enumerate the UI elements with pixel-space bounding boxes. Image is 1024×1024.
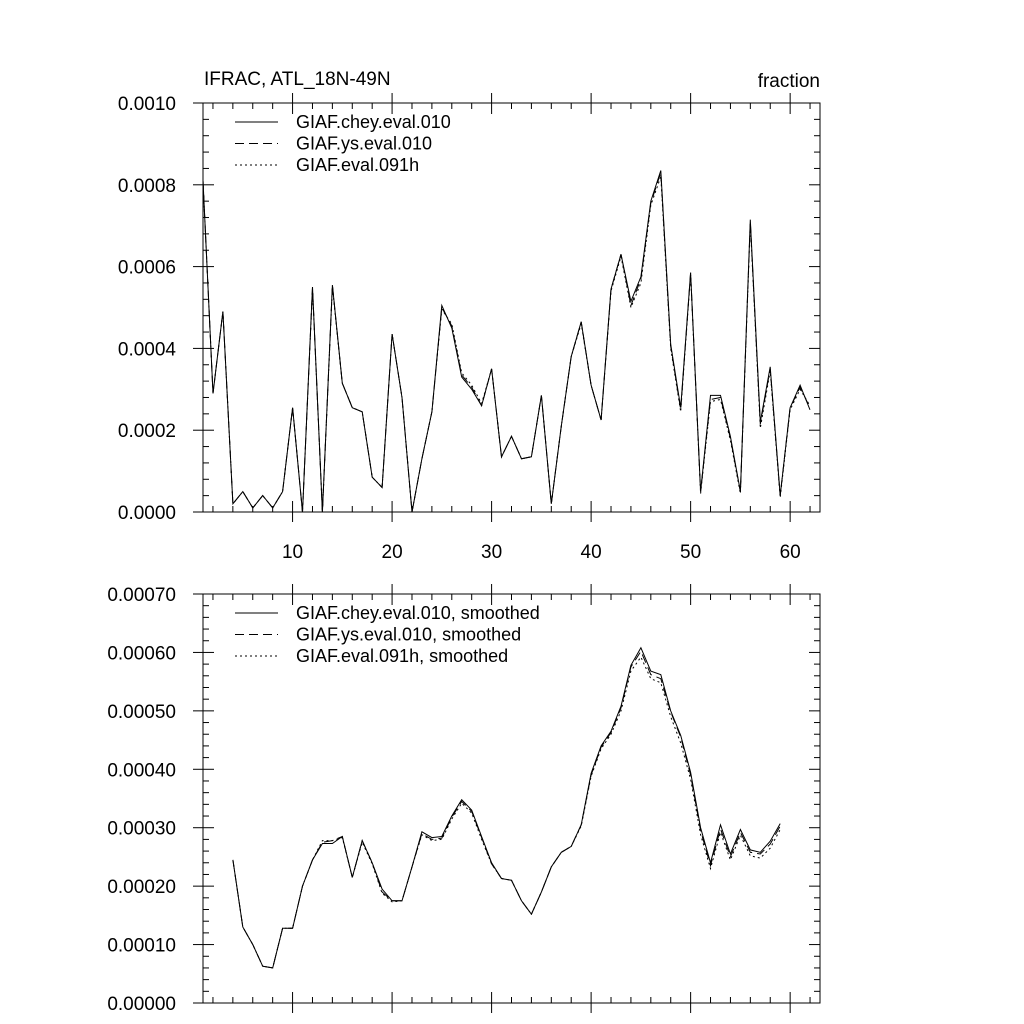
y-tick-label: 0.0000 [117, 503, 176, 524]
y-tick-label: 0.00000 [107, 994, 176, 1015]
y-tick-label: 0.00020 [107, 877, 176, 899]
y-tick-label: 0.0010 [117, 94, 176, 115]
legend-label: GIAF.eval.091h [296, 155, 420, 175]
bottom-panel [107, 584, 820, 1015]
y-tick-label: 0.00030 [107, 818, 176, 840]
top-panel [118, 69, 820, 563]
series-line-dashed [203, 173, 810, 513]
y-tick-label: 0.00070 [107, 585, 176, 606]
x-tick-label: 50 [680, 542, 702, 563]
y-tick-label: 0.0006 [117, 257, 176, 279]
y-tick-label: 0.00060 [107, 643, 176, 665]
x-tick-label: 30 [481, 542, 503, 563]
x-tick-label: 40 [580, 542, 602, 563]
bottom-legend [235, 603, 540, 666]
top-legend [235, 112, 451, 175]
x-tick-label: 10 [281, 542, 304, 563]
series-line-dashed [233, 651, 780, 968]
y-tick-label: 0.00040 [107, 760, 176, 782]
legend-label: GIAF.chey.eval.010, smoothed [296, 603, 540, 623]
y-tick-label: 0.0008 [117, 175, 176, 197]
bottom-y-tick-labels [107, 585, 176, 1015]
y-tick-label: 0.0002 [117, 421, 176, 443]
x-tick-label: 20 [381, 542, 403, 563]
top-x-tick-labels [282, 542, 801, 563]
series-line-dotted [203, 177, 810, 512]
bottom-series-lines [233, 648, 780, 968]
y-tick-label: 0.00050 [107, 701, 176, 723]
series-line-solid [203, 171, 810, 513]
chart-units-label: fraction [757, 71, 820, 92]
y-tick-label: 0.0004 [117, 339, 176, 361]
series-line-solid [233, 648, 780, 968]
legend-label: GIAF.ys.eval.010 [296, 133, 433, 154]
top-series-lines [203, 171, 810, 513]
chart-title-left: IFRAC, ATL_18N-49N [204, 69, 391, 90]
legend-label: GIAF.ys.eval.010, smoothed [296, 624, 522, 645]
legend-label: GIAF.eval.091h, smoothed [296, 646, 509, 666]
top-y-tick-labels [118, 94, 177, 524]
legend-label: GIAF.chey.eval.010 [296, 112, 451, 132]
y-tick-label: 0.00010 [107, 935, 176, 957]
x-tick-label: 60 [779, 542, 801, 563]
